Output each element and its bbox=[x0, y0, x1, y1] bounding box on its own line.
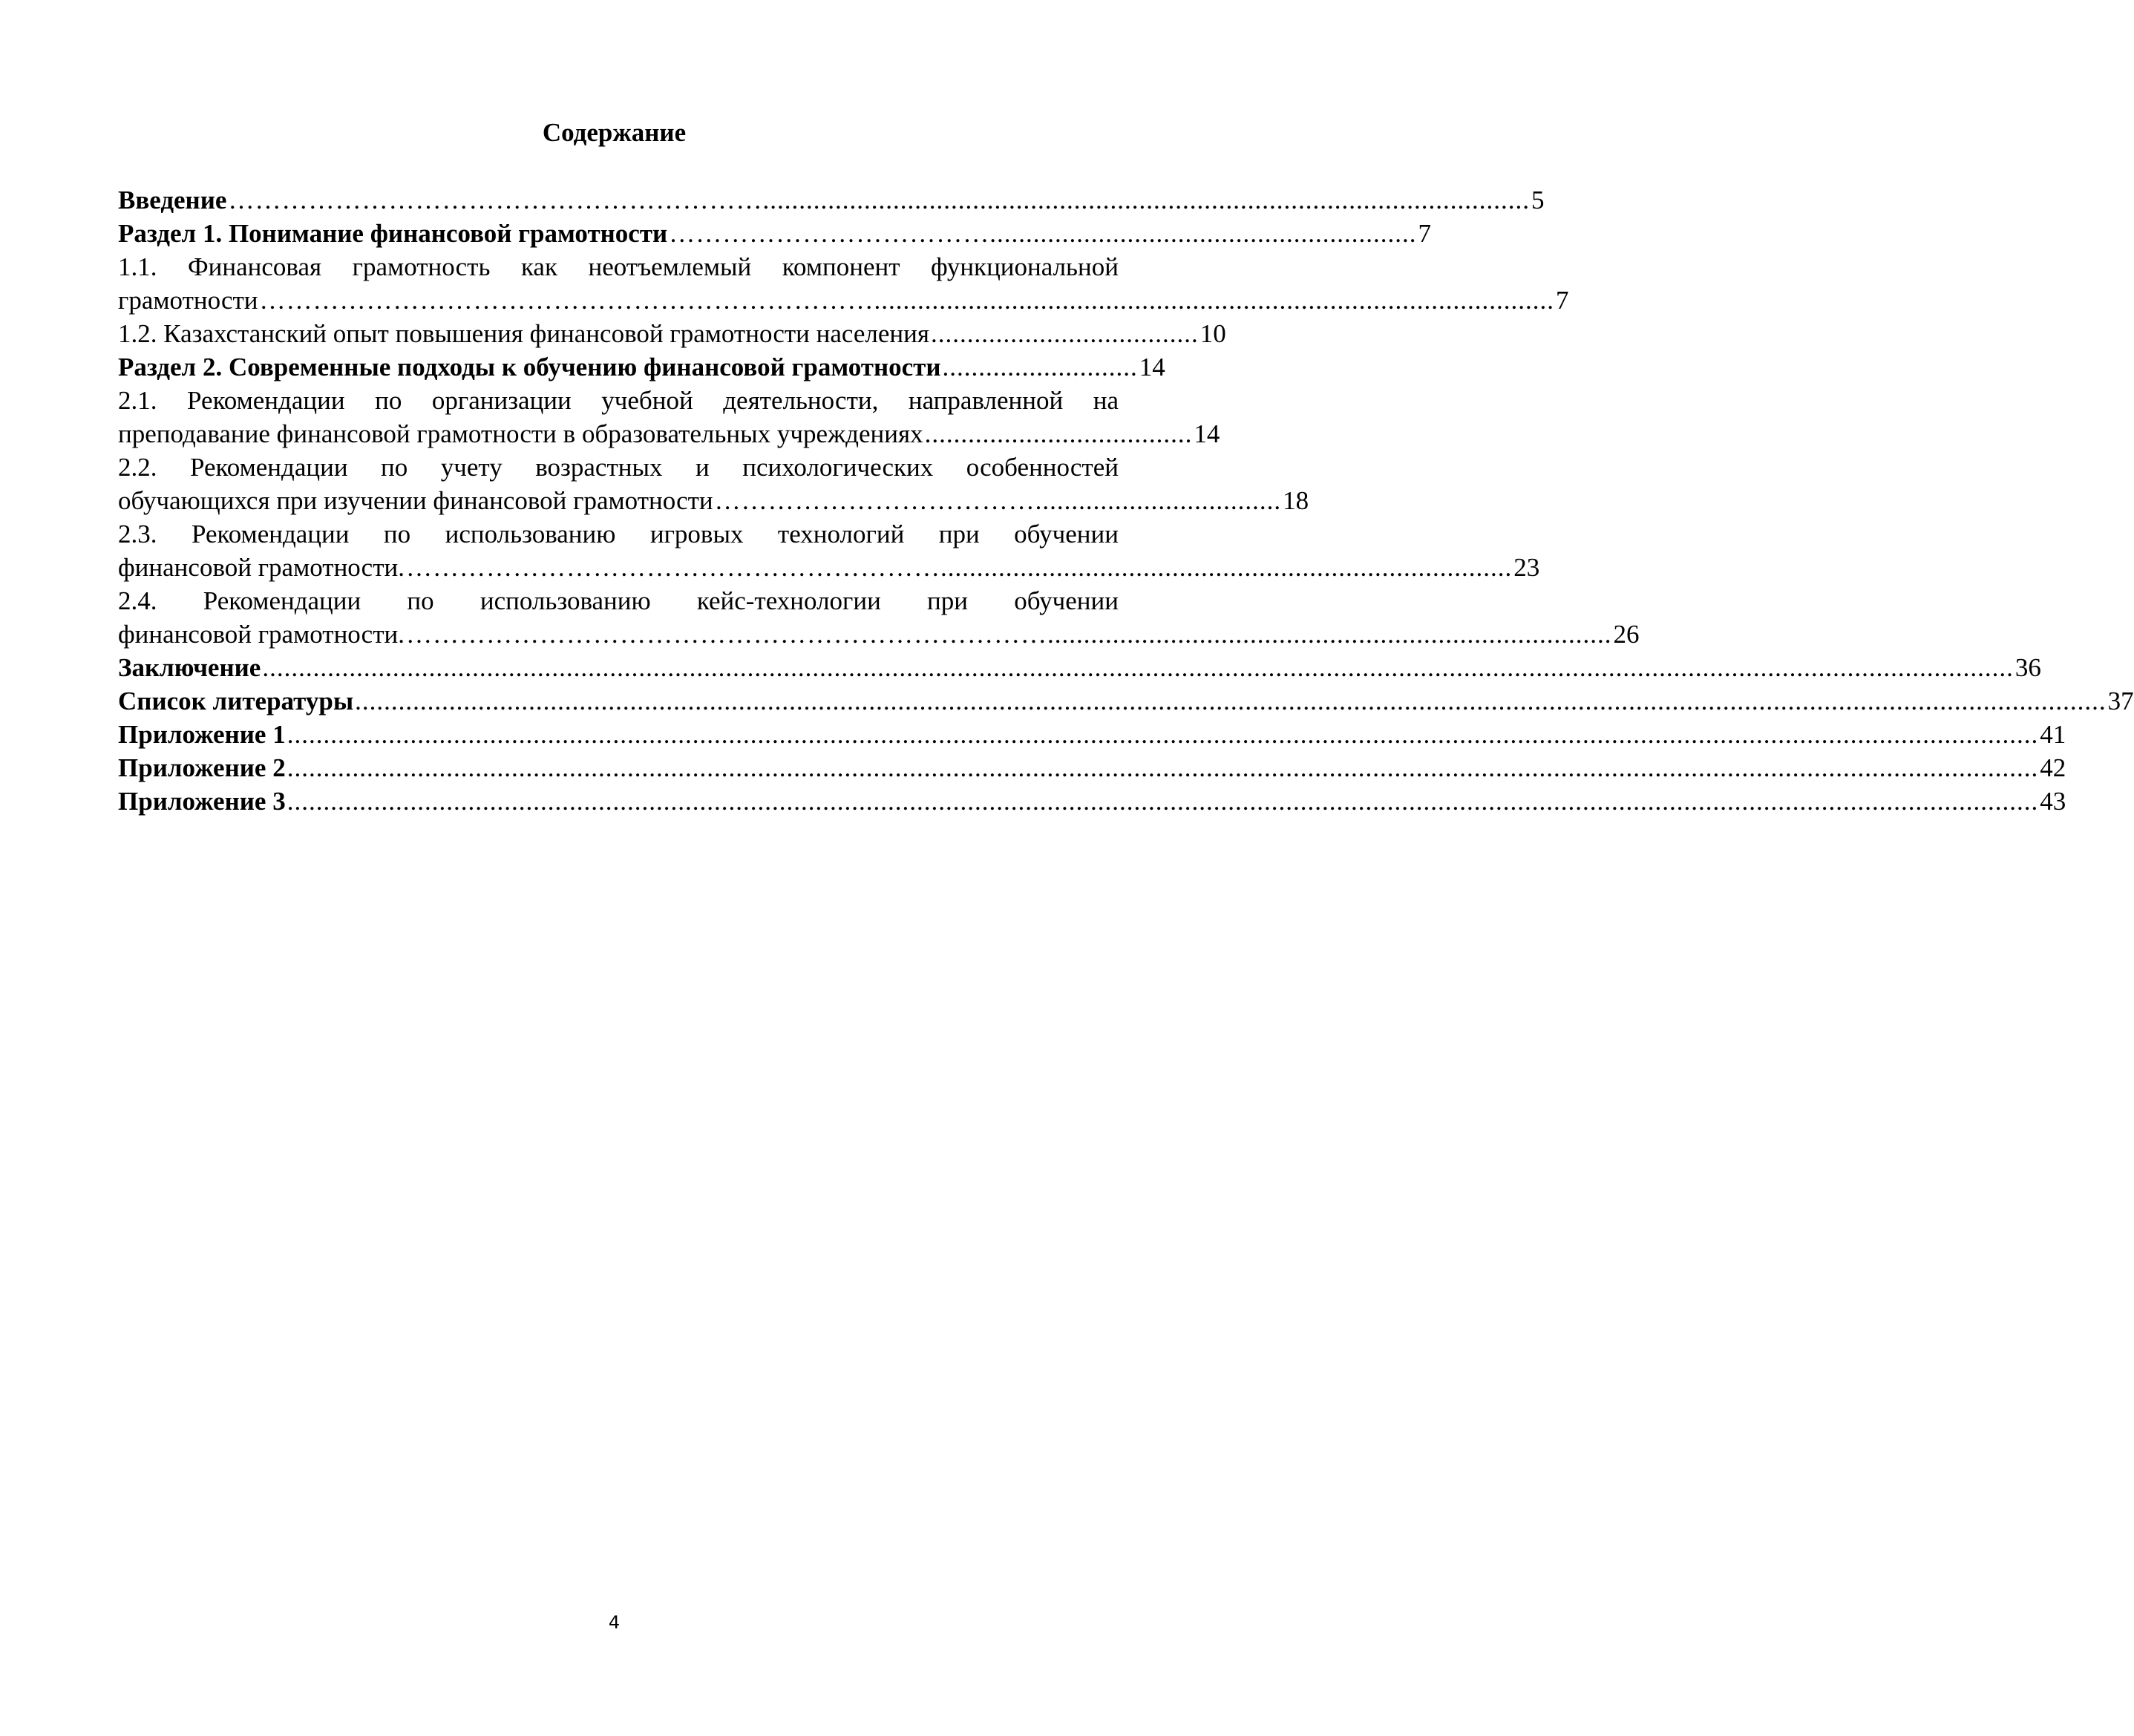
toc-dot-leader: …………………………………………………….......................................................................................................... bbox=[228, 186, 1530, 214]
toc-dot-leader: ……………………………….................................. bbox=[714, 486, 1282, 515]
toc-entry-title: Приложение 2 bbox=[118, 753, 286, 782]
toc-entry-introduction[interactable] bbox=[118, 183, 1545, 217]
toc-dot-leader: .................................................................................................................................................................................................................................................. bbox=[355, 687, 2107, 715]
toc-entry-title: Список литературы bbox=[118, 687, 354, 715]
toc-entry-title: 1.2. Казахстанский опыт повышения финансовой грамотности населения bbox=[118, 319, 929, 348]
toc-entry-title: финансовой грамотности. bbox=[118, 620, 405, 649]
toc-entry-title: финансовой грамотности. bbox=[118, 553, 405, 582]
toc-entry-2-3[interactable] bbox=[118, 551, 1540, 584]
toc-dot-leader: …………………………………………………………….............................................................................................. bbox=[259, 286, 1555, 315]
table-of-contents bbox=[118, 183, 2134, 818]
toc-entry-title: Раздел 2. Современные подходы к обучению финансовой грамотности bbox=[118, 353, 941, 381]
toc-entry-page: 18 bbox=[1283, 486, 1309, 515]
toc-entry-conclusion[interactable] bbox=[118, 651, 2041, 684]
toc-entry-2-4-line1[interactable]: 2.4. Рекомендации по использованию кейс-технологии при обучении bbox=[118, 586, 1119, 615]
toc-entry-page: 26 bbox=[1613, 620, 1640, 649]
toc-dot-leader: ..................................... bbox=[930, 319, 1199, 348]
toc-entry-page: 36 bbox=[2014, 653, 2041, 682]
toc-entry-page: 7 bbox=[1556, 286, 1569, 315]
toc-dot-leader: ……………………………………………………............................................................................... bbox=[406, 553, 1513, 582]
page-title: Содержание bbox=[542, 118, 687, 147]
toc-dot-leader: .................................................................................................................................................................................................................................................. bbox=[287, 720, 2039, 749]
toc-entry-title: преподавание финансовой грамотности в образовательных учреждениях bbox=[118, 419, 923, 448]
toc-entry-title: Приложение 1 bbox=[118, 720, 286, 749]
toc-entry-2-1[interactable] bbox=[118, 417, 1220, 451]
toc-entry-2-2[interactable] bbox=[118, 484, 1309, 517]
toc-entry-page: 23 bbox=[1513, 553, 1540, 582]
toc-entry-title: Приложение 3 bbox=[118, 787, 286, 816]
toc-entry-appendix-2[interactable] bbox=[118, 751, 2066, 785]
toc-entry-1-1[interactable] bbox=[118, 284, 1569, 317]
toc-dot-leader: ........................... bbox=[942, 353, 1138, 381]
toc-entry-page: 42 bbox=[2040, 753, 2066, 782]
toc-entry-2-1-line1[interactable]: 2.1. Рекомендации по организации учебной деятельности, направленной на bbox=[118, 386, 1119, 415]
toc-dot-leader: ……………………………………………………………….............................................................................. bbox=[406, 620, 1612, 649]
page-number: 4 bbox=[608, 1612, 621, 1633]
toc-entry-title: Раздел 1. Понимание финансовой грамотности bbox=[118, 219, 668, 248]
toc-entry-1-2[interactable] bbox=[118, 317, 1226, 350]
toc-entry-page: 14 bbox=[1139, 353, 1165, 381]
toc-entry-2-2-line1[interactable]: 2.2. Рекомендации по учету возрастных и психологических особенностей bbox=[118, 453, 1119, 482]
toc-entry-page: 41 bbox=[2040, 720, 2066, 749]
toc-dot-leader: ..................................... bbox=[924, 419, 1193, 448]
toc-entry-page: 5 bbox=[1531, 186, 1545, 214]
toc-entry-appendix-1[interactable] bbox=[118, 718, 2066, 751]
toc-dot-leader: ………………………………........................................................... bbox=[669, 219, 1417, 248]
toc-entry-2-4[interactable] bbox=[118, 618, 1640, 651]
toc-entry-appendix-3[interactable] bbox=[118, 785, 2066, 818]
toc-entry-2-3-line1[interactable]: 2.3. Рекомендации по использованию игровых технологий при обучении bbox=[118, 520, 1119, 548]
toc-entry-section-2[interactable] bbox=[118, 350, 1165, 384]
toc-entry-page: 10 bbox=[1199, 319, 1226, 348]
toc-entry-references[interactable] bbox=[118, 684, 2134, 718]
toc-entry-page: 37 bbox=[2107, 687, 2134, 715]
toc-entry-page: 14 bbox=[1194, 419, 1220, 448]
toc-entry-1-1-line1[interactable]: 1.1. Финансовая грамотность как неотъемлемый компонент функциональной bbox=[118, 252, 1119, 281]
toc-entry-title: грамотности bbox=[118, 286, 258, 315]
toc-entry-title: Заключение bbox=[118, 653, 261, 682]
toc-entry-title: Введение bbox=[118, 186, 227, 214]
toc-entry-section-1[interactable] bbox=[118, 217, 1431, 250]
toc-dot-leader: .................................................................................................................................................................................................................................................. bbox=[287, 787, 2039, 816]
toc-dot-leader: .................................................................................................................................................................................................................................................. bbox=[287, 753, 2039, 782]
toc-dot-leader: .................................................................................................................................................................................................................................................. bbox=[262, 653, 2014, 682]
toc-entry-page: 7 bbox=[1418, 219, 1431, 248]
toc-entry-page: 43 bbox=[2040, 787, 2066, 816]
toc-entry-title: обучающихся при изучении финансовой грамотности bbox=[118, 486, 713, 515]
